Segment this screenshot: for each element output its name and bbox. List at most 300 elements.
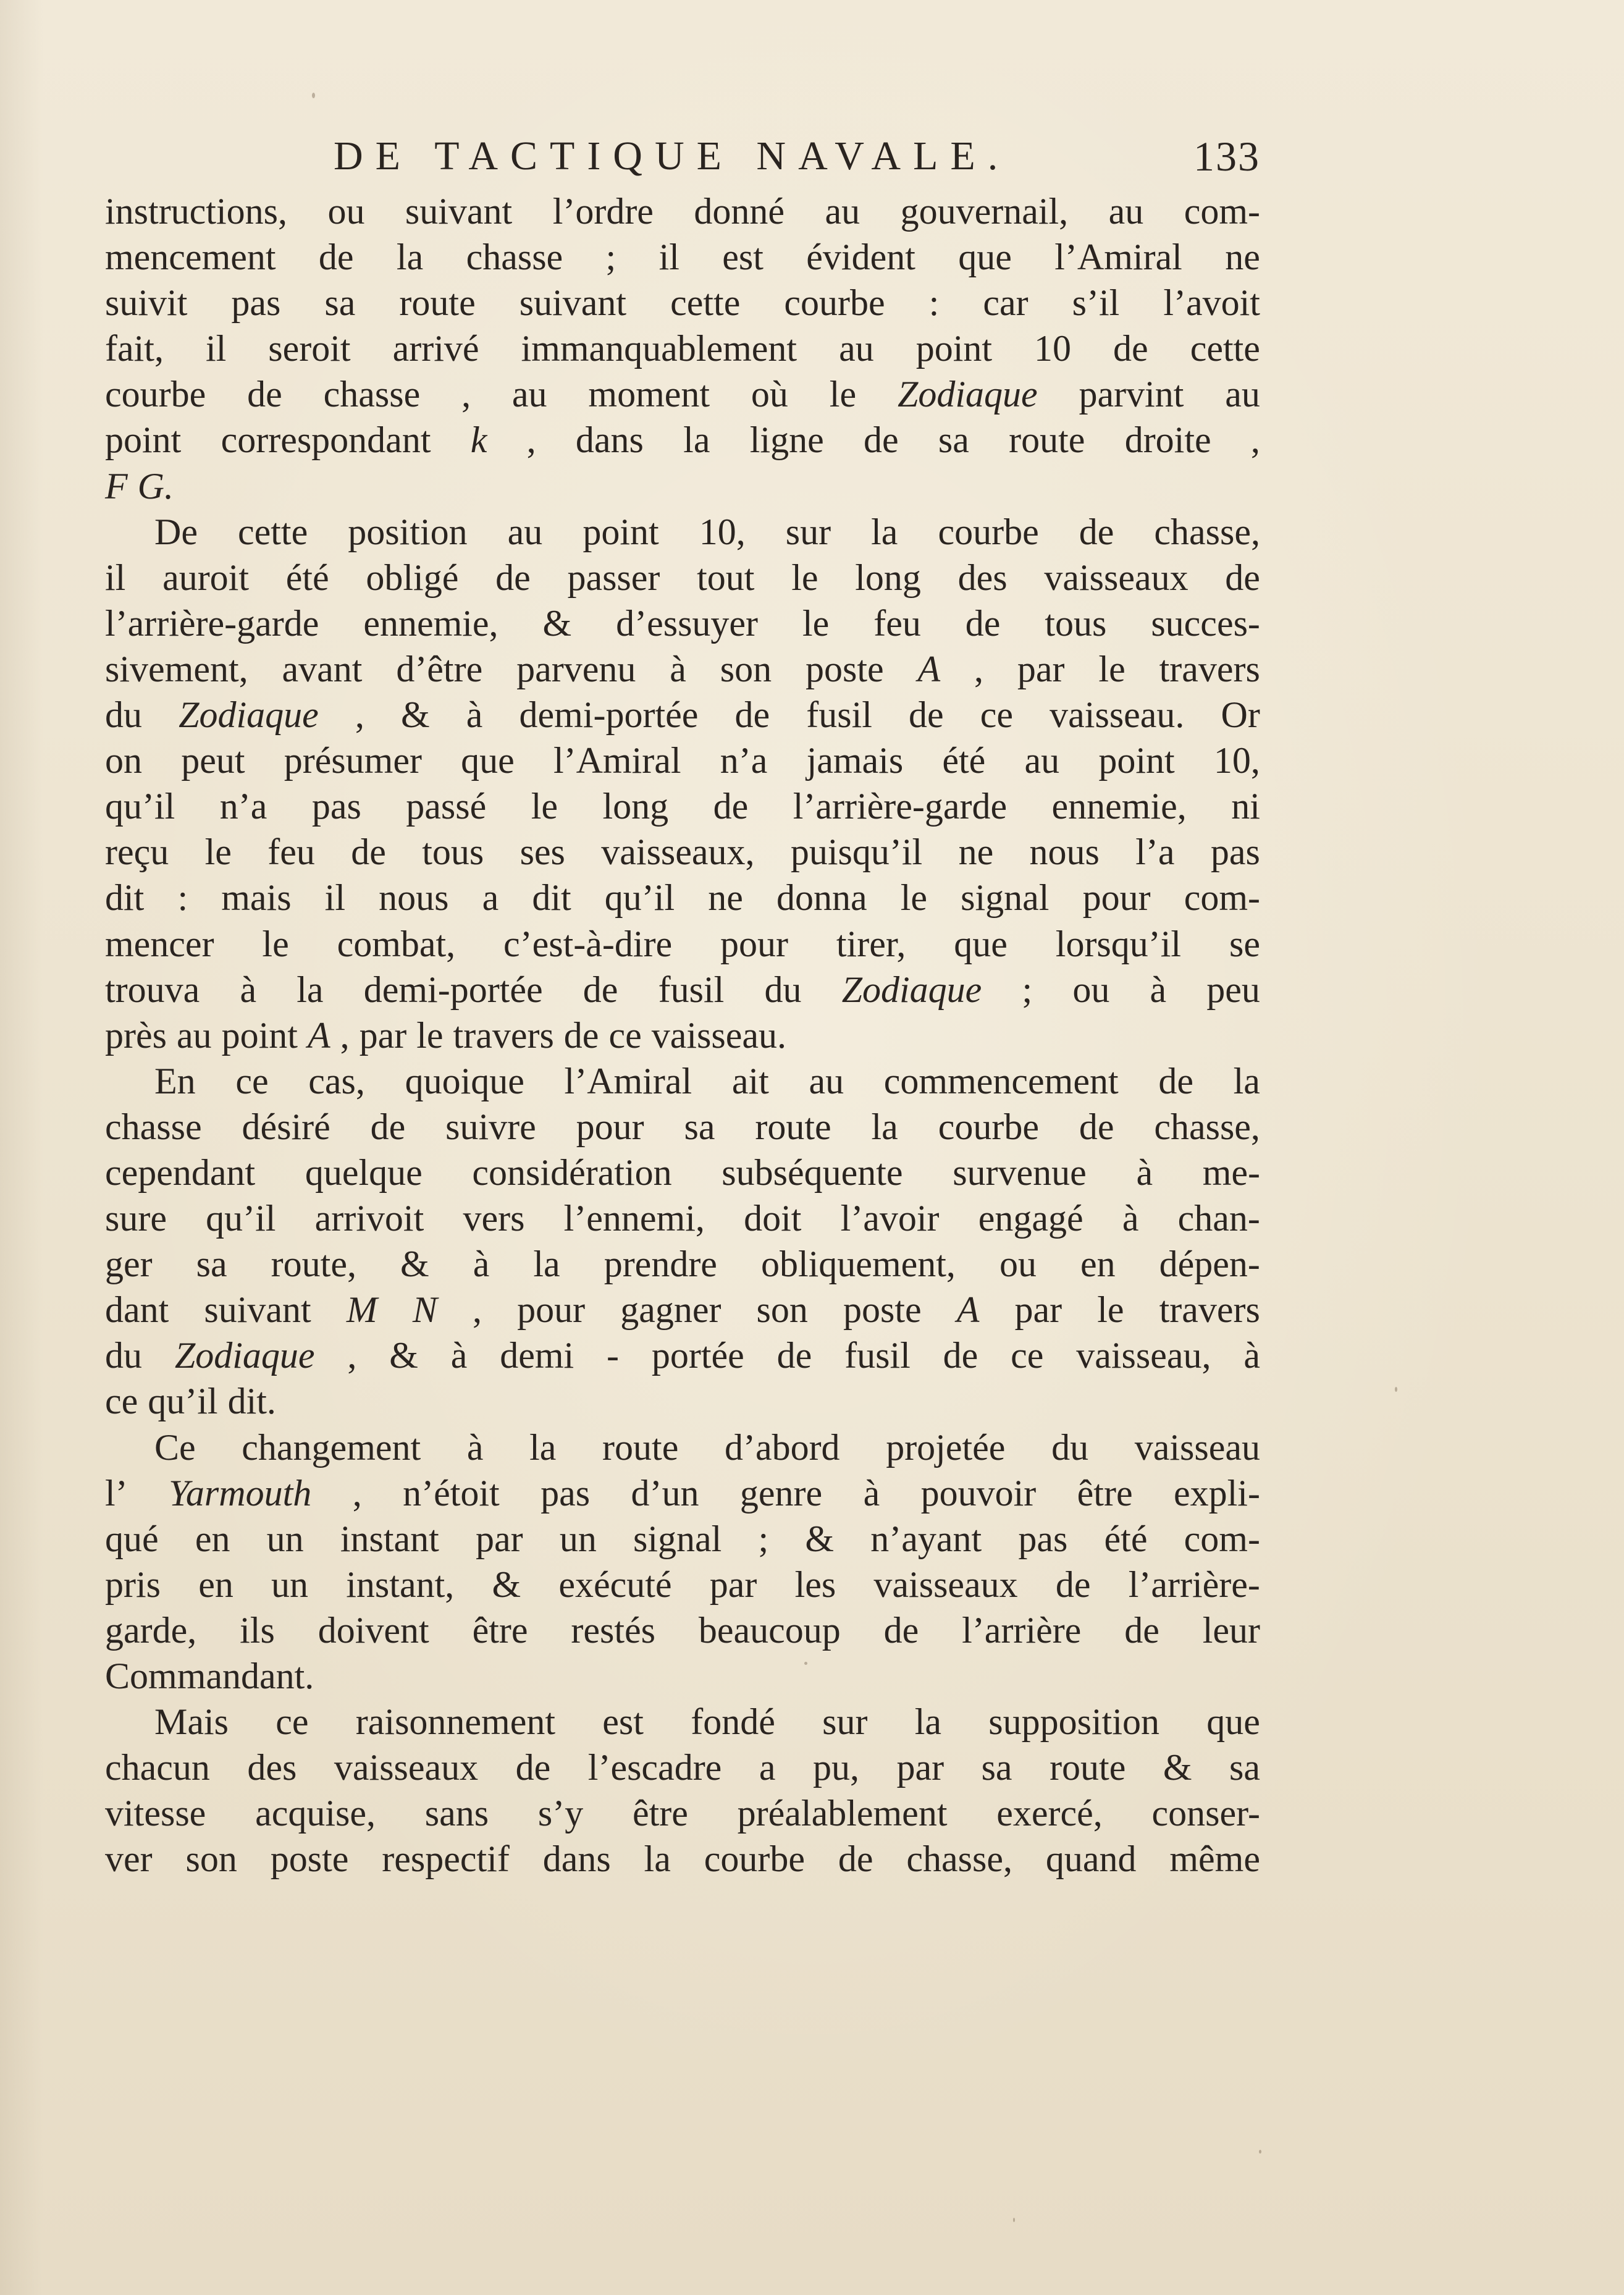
word: la	[1233, 1060, 1260, 1101]
word: ne	[1225, 237, 1260, 278]
word: 10,	[1213, 740, 1260, 781]
word: ce	[235, 1060, 269, 1101]
word: Commandant.	[105, 1656, 314, 1696]
word: la	[871, 1106, 898, 1147]
word: par	[709, 1564, 757, 1605]
word: à	[670, 648, 686, 689]
italic-word: A	[917, 648, 941, 689]
word: changement	[242, 1426, 421, 1468]
word: à	[240, 969, 257, 1010]
word: portée	[651, 1335, 744, 1376]
word: l’escadre	[587, 1747, 722, 1788]
word: expli-	[1174, 1472, 1260, 1514]
word: la	[529, 1426, 557, 1468]
word: ou	[1072, 969, 1110, 1010]
word: au	[176, 1014, 212, 1056]
word: Or	[1221, 694, 1260, 736]
word: préalablement	[737, 1793, 948, 1834]
word: pu,	[812, 1747, 859, 1788]
word: vaisseaux	[1044, 557, 1189, 598]
word: fondé	[691, 1701, 775, 1743]
word: où	[751, 374, 788, 415]
word: pas	[1210, 832, 1260, 873]
word: de	[370, 1106, 406, 1147]
word: succes-	[1151, 602, 1260, 644]
word: de	[351, 832, 386, 873]
word: :	[177, 877, 188, 919]
word: par	[896, 1747, 945, 1788]
word: En	[154, 1060, 196, 1101]
word: l’arrière-garde	[793, 786, 1008, 827]
word: donné	[694, 191, 785, 232]
word: chasse	[323, 374, 421, 415]
word: quand	[1045, 1838, 1137, 1880]
word: d’essuyer	[616, 602, 759, 644]
word: s’il	[1072, 282, 1120, 324]
word: gouvernail,	[900, 191, 1069, 232]
word: ce	[105, 1381, 138, 1422]
word: se	[1229, 923, 1260, 964]
text-line	[105, 1745, 1260, 1790]
word: d’un	[631, 1472, 699, 1514]
word: l’arrière-garde	[105, 602, 319, 644]
word: route	[755, 1106, 831, 1147]
word: quelque	[305, 1152, 423, 1193]
italic-word: k	[470, 419, 487, 461]
word: peut	[181, 740, 245, 781]
word: de	[943, 1335, 978, 1376]
word: seroit	[268, 328, 351, 369]
word: genre	[739, 1472, 823, 1514]
word: de	[965, 602, 1001, 644]
text-line	[105, 1836, 1260, 1882]
word: ce	[980, 694, 1014, 736]
word: par	[1014, 1289, 1062, 1331]
word: ,	[974, 648, 984, 689]
word: le	[900, 877, 928, 919]
text-line	[105, 1425, 1260, 1470]
word: poste	[270, 1838, 349, 1880]
word: qué	[105, 1518, 159, 1559]
word: du	[764, 969, 802, 1010]
word: De	[154, 511, 198, 552]
word: en	[195, 1518, 230, 1559]
word: l’avoit	[1163, 282, 1260, 324]
word: long	[602, 786, 669, 827]
word: 10	[1034, 328, 1072, 369]
text-line	[105, 188, 1260, 234]
word: au	[809, 1060, 844, 1101]
word: ennemie,	[1051, 786, 1187, 827]
word: l’Amiral	[564, 1060, 692, 1101]
word: garde,	[105, 1609, 197, 1651]
word: été	[285, 557, 329, 598]
word: vaisseaux	[873, 1564, 1018, 1605]
word: doivent	[318, 1609, 429, 1651]
word: sivement,	[105, 648, 248, 689]
word: dit.	[227, 1381, 276, 1422]
word: lorsqu’il	[1055, 923, 1182, 964]
text-line	[105, 1058, 1260, 1104]
text-line	[105, 1470, 1260, 1516]
word: suivre	[445, 1106, 536, 1147]
word: feu	[873, 602, 921, 644]
word: à	[1136, 1152, 1153, 1193]
word: instructions,	[105, 191, 287, 232]
word: com-	[1184, 191, 1260, 232]
running-head	[105, 128, 1260, 184]
word: vaisseau	[1134, 1426, 1260, 1468]
word: travers	[1159, 1289, 1260, 1331]
text-line	[105, 1104, 1260, 1150]
word: par	[476, 1518, 523, 1559]
word: demi	[500, 1335, 574, 1376]
word: de	[1225, 557, 1260, 598]
word: sur	[785, 511, 831, 552]
word: peu	[1206, 969, 1260, 1010]
word: dit	[105, 877, 145, 919]
word: sure	[105, 1198, 167, 1239]
word: son	[720, 648, 772, 689]
word: vaisseau.	[651, 1014, 786, 1056]
text-line	[105, 783, 1260, 829]
word: pris	[105, 1564, 161, 1605]
word: cette	[1190, 328, 1260, 369]
word: de	[1158, 1060, 1193, 1101]
text-line	[105, 829, 1260, 875]
word: sa	[196, 1244, 227, 1285]
word: correspondant	[221, 419, 431, 461]
word: sur	[822, 1701, 868, 1743]
word: la	[297, 969, 324, 1010]
word: qu’il	[148, 1381, 218, 1422]
italic-word: M	[346, 1289, 377, 1331]
word: tout	[697, 557, 755, 598]
word: de	[909, 694, 944, 736]
word: son	[756, 1289, 808, 1331]
page-gutter-shadow	[0, 0, 43, 2295]
word: 10,	[699, 511, 746, 552]
word: ce	[608, 1014, 642, 1056]
word: sa	[324, 282, 356, 324]
word: de	[1079, 511, 1114, 552]
word: ce	[276, 1701, 309, 1743]
word: &	[1163, 1747, 1192, 1788]
word: raisonnement	[355, 1701, 556, 1743]
word: le	[204, 832, 232, 873]
word: n’ayant	[870, 1518, 982, 1559]
text-line	[105, 1333, 1260, 1378]
word: sa	[684, 1106, 715, 1147]
word: pas	[311, 786, 361, 827]
word: cette	[238, 511, 308, 552]
word: long	[855, 557, 921, 598]
word: -	[607, 1335, 620, 1376]
word: point	[105, 419, 182, 461]
italic-word: Zodiaque	[179, 694, 319, 736]
word: n’a	[720, 740, 768, 781]
word: donna	[776, 877, 867, 919]
word: il	[105, 557, 126, 598]
word: conser-	[1151, 1793, 1260, 1834]
word: chacun	[105, 1747, 210, 1788]
word: projetée	[886, 1426, 1006, 1468]
word: au	[511, 374, 547, 415]
word: chasse	[105, 1106, 202, 1147]
word: le	[829, 374, 857, 415]
word: a	[482, 877, 499, 919]
text-line	[105, 326, 1260, 371]
word: que	[461, 740, 515, 781]
word: mais	[221, 877, 292, 919]
word: par	[1017, 648, 1065, 689]
word: sa	[1229, 1747, 1260, 1788]
paper-speck	[804, 1662, 807, 1665]
word: tous	[422, 832, 484, 873]
word: le	[531, 786, 558, 827]
word: ses	[520, 832, 565, 873]
word: instant,	[346, 1564, 455, 1605]
word: chasse,	[1154, 1106, 1260, 1147]
word: passé	[406, 786, 487, 827]
word: demi-portée	[519, 694, 699, 736]
italic-word: N	[412, 1289, 437, 1331]
word: subséquente	[722, 1152, 903, 1193]
word: feu	[267, 832, 315, 873]
word: dans	[575, 419, 644, 461]
word: suivant	[405, 191, 513, 232]
word: ,	[526, 419, 536, 461]
word: n’étoit	[403, 1472, 500, 1514]
word: est	[722, 237, 764, 278]
word: restés	[571, 1609, 655, 1651]
word: com-	[1184, 877, 1260, 919]
word: exécuté	[558, 1564, 672, 1605]
word: vaisseau.	[1050, 694, 1185, 736]
page-number: 133	[1193, 133, 1260, 180]
word: &	[389, 1335, 418, 1376]
word: d’être	[396, 648, 483, 689]
word: dépen-	[1159, 1244, 1260, 1285]
word: de	[1079, 1106, 1114, 1147]
word: ver	[105, 1838, 153, 1880]
word: le	[791, 557, 818, 598]
word: vitesse	[105, 1793, 206, 1834]
word: un	[559, 1518, 597, 1559]
word: fusil	[658, 969, 725, 1010]
word: à	[466, 1426, 484, 1468]
word: au	[825, 191, 860, 232]
word: de	[776, 1335, 812, 1376]
word: vaisseaux	[334, 1747, 479, 1788]
word: de	[247, 374, 282, 415]
word: au	[1225, 374, 1260, 415]
text-line	[105, 921, 1260, 967]
text-line	[105, 1790, 1260, 1836]
text-line	[105, 1653, 1260, 1699]
word: ,	[355, 694, 364, 736]
word: de	[864, 419, 899, 461]
word: point	[1098, 740, 1175, 781]
word: mencement	[105, 237, 276, 278]
text-line	[105, 1516, 1260, 1562]
word: l’Amiral	[553, 740, 681, 781]
word: des	[247, 1747, 297, 1788]
word: Ce	[154, 1426, 196, 1468]
word: ait	[731, 1060, 769, 1101]
word: au	[839, 328, 874, 369]
word: exercé,	[996, 1793, 1103, 1834]
word: le	[1097, 1289, 1124, 1331]
text-line	[105, 280, 1260, 326]
word: à	[473, 1244, 490, 1285]
word: passer	[567, 557, 660, 598]
word: jamais	[806, 740, 904, 781]
word: suivant	[519, 282, 627, 324]
word: chan-	[1177, 1198, 1260, 1239]
word: engagé	[978, 1198, 1083, 1239]
word: l’a	[1135, 832, 1175, 873]
word: l’arrière	[962, 1609, 1082, 1651]
word: route,	[271, 1244, 356, 1285]
body-text	[105, 188, 1260, 1882]
text-line	[105, 1378, 1260, 1424]
word: la	[396, 237, 424, 278]
italic-word: A	[307, 1014, 330, 1056]
word: ennemie,	[363, 602, 499, 644]
word: droite	[1124, 419, 1211, 461]
word: du	[105, 694, 142, 736]
paper-speck	[1013, 2218, 1015, 2222]
text-line	[105, 1150, 1260, 1195]
word: pour	[576, 1106, 644, 1147]
word: courbe	[784, 282, 885, 324]
word: de	[883, 1609, 919, 1651]
word: de	[563, 1014, 599, 1056]
text-line	[105, 417, 1260, 463]
word: ,	[352, 1472, 362, 1514]
word: la	[644, 1838, 671, 1880]
word: ;	[1022, 969, 1033, 1010]
text-line	[105, 1607, 1260, 1653]
word: signal	[961, 877, 1050, 919]
word: à	[1122, 1198, 1139, 1239]
word: cependant	[105, 1152, 256, 1193]
word: ne	[708, 877, 743, 919]
word: que	[954, 923, 1008, 964]
word: être	[472, 1609, 528, 1651]
word: ;	[605, 237, 616, 278]
word: route	[399, 282, 476, 324]
word: vaisseaux,	[601, 832, 755, 873]
word: courbe	[105, 374, 206, 415]
word: chasse	[466, 237, 563, 278]
word: suivit	[105, 282, 188, 324]
word: respectif	[382, 1838, 510, 1880]
word: pour	[1082, 877, 1151, 919]
text-line	[105, 738, 1260, 783]
word: pouvoir	[920, 1472, 1037, 1514]
word: commencement	[883, 1060, 1119, 1101]
word: à	[1150, 969, 1167, 1010]
word: de	[515, 1747, 551, 1788]
word: fusil	[844, 1335, 911, 1376]
word: &	[400, 1244, 429, 1285]
word: fusil	[806, 694, 872, 736]
word: &	[805, 1518, 835, 1559]
word: :	[928, 282, 940, 324]
word: des	[957, 557, 1008, 598]
word: &	[542, 602, 572, 644]
word: le	[1098, 648, 1125, 689]
word: il	[658, 237, 679, 278]
word: la	[871, 511, 898, 552]
word: évident	[806, 237, 915, 278]
word: &	[492, 1564, 521, 1605]
word: été	[1104, 1518, 1148, 1559]
word: ger	[105, 1244, 153, 1285]
word: par	[359, 1014, 407, 1056]
word: instant	[340, 1518, 439, 1559]
word: du	[105, 1335, 142, 1376]
word: ,	[347, 1335, 357, 1376]
word: à	[863, 1472, 880, 1514]
word: ils	[240, 1609, 275, 1651]
word: courbe	[938, 1106, 1039, 1147]
word: il	[324, 877, 346, 919]
text-line	[105, 1699, 1260, 1745]
word: qu’il	[206, 1198, 276, 1239]
text-line	[105, 692, 1260, 738]
word: l’Amiral	[1054, 237, 1182, 278]
word: chasse,	[1154, 511, 1260, 552]
word: le	[262, 923, 289, 964]
word: de	[838, 1838, 873, 1880]
word: parvenu	[516, 648, 636, 689]
word: du	[1051, 1426, 1089, 1468]
word: me-	[1202, 1152, 1260, 1193]
word: leur	[1202, 1609, 1260, 1651]
word: de	[1124, 1609, 1159, 1651]
word: reçu	[105, 832, 169, 873]
text-line	[105, 371, 1260, 417]
italic-word: G.	[137, 465, 174, 507]
word: être	[1077, 1472, 1133, 1514]
text-line	[105, 234, 1260, 280]
word: vers	[463, 1198, 525, 1239]
word: ,	[340, 1014, 350, 1056]
word: de	[495, 557, 531, 598]
word: dant	[105, 1289, 169, 1331]
word: parvint	[1079, 374, 1184, 415]
word: arrivoit	[314, 1198, 424, 1239]
word: immanquablement	[521, 328, 797, 369]
word: au	[1108, 191, 1144, 232]
word: l’ordre	[552, 191, 654, 232]
word: à	[450, 1335, 468, 1376]
word: n’a	[219, 786, 267, 827]
word: courbe	[938, 511, 1039, 552]
word: de	[583, 969, 618, 1010]
text-line	[105, 1241, 1260, 1287]
word: travers	[1159, 648, 1260, 689]
word: beaucoup	[698, 1609, 841, 1651]
word: le	[802, 602, 830, 644]
word: de	[1113, 328, 1148, 369]
word: l’	[105, 1472, 128, 1514]
word: être	[632, 1793, 688, 1834]
word: près	[105, 1014, 167, 1056]
